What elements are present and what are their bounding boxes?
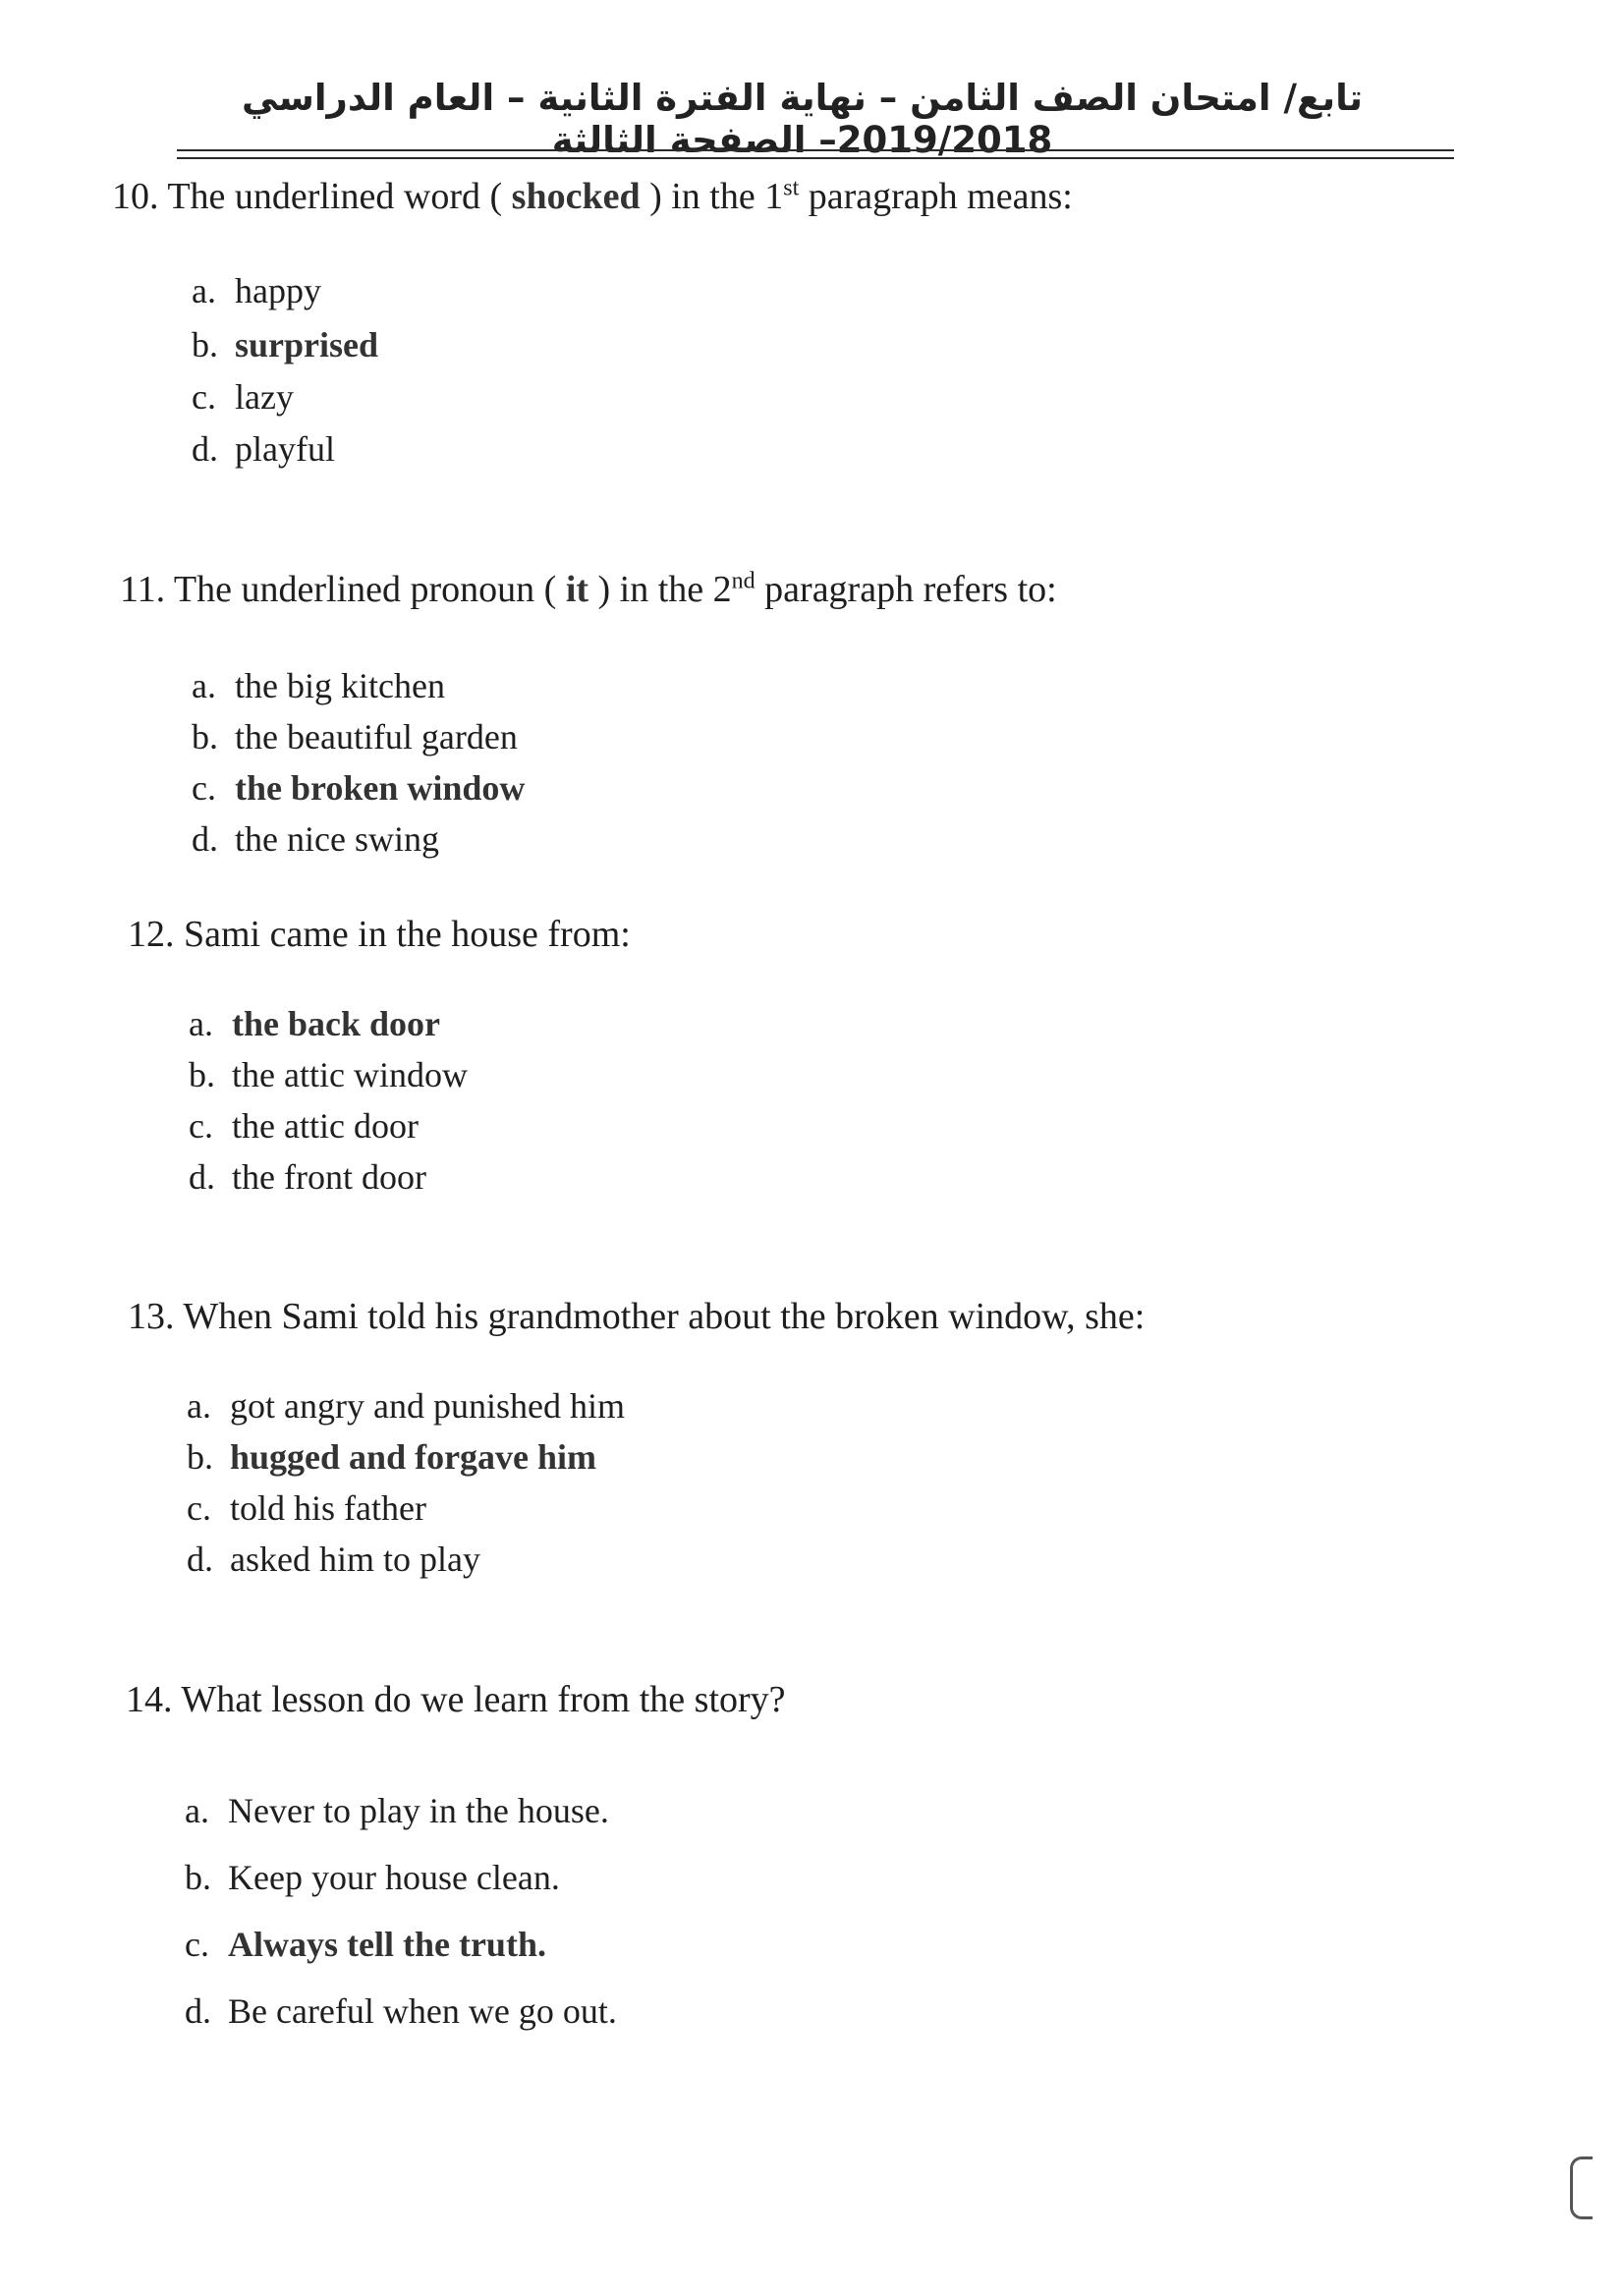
- option-text: asked him to play: [230, 1540, 480, 1579]
- option-12c: [189, 1105, 419, 1147]
- question-text: When Sami told his grandmother about the broken window, she:: [183, 1296, 1146, 1337]
- option-letter: c.: [189, 1106, 213, 1146]
- ordinal-suffix: nd: [731, 568, 756, 594]
- option-13c: [187, 1487, 426, 1529]
- question-12: [128, 913, 631, 956]
- option-text: surprised: [235, 325, 379, 364]
- underlined-word: shocked: [511, 176, 641, 217]
- option-text: Be careful when we go out.: [228, 1991, 617, 2031]
- option-letter: b.: [192, 325, 218, 364]
- option-letter: d.: [192, 429, 218, 469]
- question-13: [128, 1295, 1145, 1338]
- option-11c: [192, 767, 525, 809]
- option-10a: [192, 270, 321, 311]
- question-number: 13.: [128, 1296, 175, 1337]
- option-letter: a.: [187, 1386, 211, 1426]
- option-letter: d.: [189, 1157, 215, 1197]
- option-text: Keep your house clean.: [228, 1858, 560, 1897]
- question-10: [112, 175, 1073, 218]
- question-text: The underlined pronoun (: [173, 569, 557, 610]
- question-text: paragraph means:: [799, 176, 1073, 217]
- option-10d: [192, 428, 335, 470]
- option-text: the attic door: [232, 1106, 419, 1146]
- question-text: What lesson do we learn from the story?: [181, 1679, 786, 1720]
- option-letter: b.: [189, 1055, 215, 1094]
- question-text: paragraph refers to:: [755, 569, 1057, 610]
- option-13d: [187, 1539, 480, 1580]
- question-number: 11.: [120, 569, 166, 610]
- option-letter: a.: [192, 271, 216, 310]
- option-12d: [189, 1156, 426, 1198]
- option-letter: a.: [189, 1004, 213, 1043]
- option-text: lazy: [235, 377, 294, 417]
- option-letter: b.: [192, 717, 218, 756]
- option-14b: [185, 1857, 560, 1898]
- option-text: Never to play in the house.: [228, 1791, 609, 1830]
- option-letter: b.: [187, 1437, 213, 1477]
- option-letter: b.: [185, 1858, 211, 1897]
- option-14d: [185, 1990, 617, 2032]
- option-letter: c.: [185, 1925, 209, 1964]
- question-text: The underlined word (: [167, 176, 503, 217]
- question-number: 10.: [112, 176, 159, 217]
- option-text: playful: [235, 429, 335, 469]
- question-text: ) in the 1: [649, 176, 784, 217]
- underlined-word: it: [565, 569, 589, 610]
- option-letter: d.: [187, 1540, 213, 1579]
- option-text: the back door: [232, 1004, 441, 1043]
- option-text: the nice swing: [235, 819, 439, 859]
- option-text: got angry and punished him: [230, 1386, 625, 1426]
- option-text: hugged and forgave him: [230, 1437, 597, 1477]
- option-text: the front door: [232, 1157, 426, 1197]
- header-rule-top: [177, 149, 1454, 151]
- option-text: the attic window: [232, 1055, 468, 1094]
- question-number: 14.: [126, 1679, 173, 1720]
- question-14: [126, 1678, 786, 1721]
- option-text: told his father: [230, 1488, 426, 1528]
- page-number-bracket: [1570, 2156, 1593, 2219]
- page-header: تابع/ امتحان الصف الثامن – نهاية الفترة الثانية – العام الدراسي 2019/2018– الصفحة الثالثة: [242, 77, 1363, 161]
- option-11a: [192, 665, 445, 706]
- option-letter: d.: [185, 1991, 211, 2031]
- question-text: ) in the 2: [597, 569, 732, 610]
- ordinal-suffix: st: [783, 175, 800, 201]
- question-number: 12.: [128, 914, 175, 955]
- option-letter: d.: [192, 819, 218, 859]
- option-letter: a.: [185, 1791, 209, 1830]
- question-11: [120, 568, 1057, 611]
- option-11b: [192, 716, 518, 757]
- option-12b: [189, 1054, 468, 1095]
- option-text: the broken window: [235, 768, 526, 808]
- option-10b: [192, 324, 378, 365]
- option-13a: [187, 1385, 625, 1427]
- header-rule-bottom: [177, 157, 1454, 159]
- option-letter: c.: [192, 377, 216, 417]
- option-14a: [185, 1790, 609, 1831]
- option-text: happy: [235, 271, 321, 310]
- option-letter: a.: [192, 666, 216, 705]
- question-text: Sami came in the house from:: [184, 914, 631, 955]
- option-13b: [187, 1436, 596, 1478]
- option-letter: c.: [187, 1488, 211, 1528]
- option-12a: [189, 1003, 440, 1044]
- option-10c: [192, 376, 294, 418]
- option-11d: [192, 818, 439, 860]
- option-letter: c.: [192, 768, 216, 808]
- option-14c: [185, 1924, 546, 1965]
- option-text: the beautiful garden: [235, 717, 518, 756]
- option-text: the big kitchen: [235, 666, 445, 705]
- option-text: Always tell the truth.: [228, 1925, 546, 1964]
